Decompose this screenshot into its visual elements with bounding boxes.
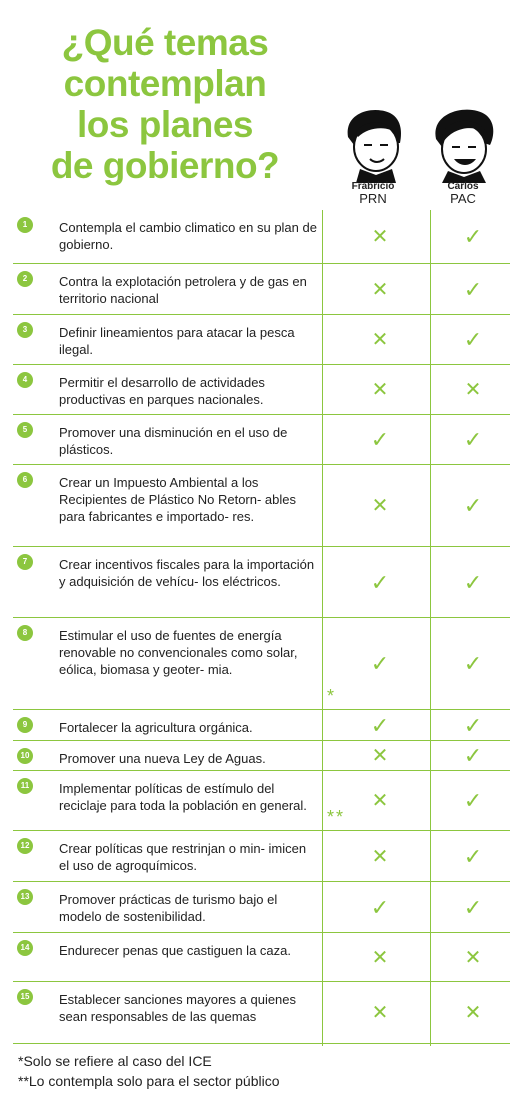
row-topic-text: Contempla el cambio climatico en su plan de gobierno. [59, 220, 317, 252]
check-icon: ✓ [463, 276, 483, 302]
row-topic-text: Contra la explotación petrolera y de gas en territorio nacional [59, 274, 307, 306]
check-icon: ✓ [463, 712, 483, 738]
cross-icon: ✕ [464, 379, 482, 401]
footnote-marker: ** [327, 807, 346, 827]
check-icon: ✓ [463, 427, 483, 452]
cross-icon: ✕ [371, 790, 389, 812]
table-row [13, 933, 510, 982]
row-number-badge: 11 [17, 778, 33, 794]
row-topic-text: Estimular el uso de fuentes de energía renovable no convencionales como solar, eólica, biomasa y geoter- mia. [59, 628, 298, 677]
check-icon: ✓ [463, 651, 483, 676]
row-number-badge: 1 [17, 217, 33, 233]
table-row [13, 264, 510, 315]
candidate-name: Carlos [447, 181, 479, 192]
check-icon: ✓ [463, 843, 483, 869]
row-topic-text: Promover una disminución en el uso de plásticos. [59, 425, 288, 457]
table-row [13, 882, 510, 933]
cross-icon: ✕ [371, 329, 389, 351]
cross-icon: ✕ [371, 1002, 389, 1024]
row-number-badge: 15 [17, 989, 33, 1005]
title-line: contemplan [63, 63, 267, 104]
cross-icon: ✕ [464, 1002, 482, 1024]
check-icon: ✓ [370, 894, 390, 920]
page-title [40, 22, 290, 186]
candidate-party: PRN [359, 191, 387, 206]
cross-icon: ✕ [371, 745, 389, 767]
footnote: **Lo contempla solo para el sector público [18, 1073, 280, 1089]
row-topic-text: Promover una nueva Ley de Aguas. [59, 751, 266, 766]
table-row [13, 365, 510, 415]
cross-icon: ✕ [371, 845, 389, 868]
cross-icon: ✕ [464, 946, 482, 969]
candidate-party: PAC [450, 191, 476, 206]
row-number-badge: 5 [17, 422, 33, 438]
row-topic-text: Implementar políticas de estímulo del reciclaje para toda la población en general. [59, 781, 307, 813]
row-topic-text: Establecer sanciones mayores a quienes sean responsables de las quemas [59, 992, 297, 1024]
row-number-badge: 7 [17, 554, 33, 570]
title-line: los planes [77, 104, 253, 145]
check-icon: ✓ [463, 788, 483, 813]
cross-icon: ✕ [371, 495, 389, 517]
check-icon: ✓ [463, 894, 483, 920]
candidate-name: Frabricio [351, 181, 395, 192]
table-row [13, 465, 510, 547]
row-topic-text: Promover prácticas de turismo bajo el modelo de sostenibilidad. [59, 892, 278, 924]
check-icon: ✓ [463, 569, 483, 595]
check-icon: ✓ [463, 327, 483, 352]
check-icon: ✓ [370, 712, 390, 738]
row-topic-text: Fortalecer la agricultura orgánica. [59, 720, 253, 735]
table-row [13, 618, 510, 710]
check-icon: ✓ [370, 569, 390, 595]
cross-icon: ✕ [371, 379, 389, 401]
candidate-portrait-icon [420, 103, 506, 183]
row-number-badge: 10 [17, 748, 33, 764]
row-number-badge: 8 [17, 625, 33, 641]
row-number-badge: 14 [17, 940, 33, 956]
table-row [13, 210, 510, 264]
table-row [13, 315, 510, 365]
row-number-badge: 2 [17, 271, 33, 287]
row-topic-text: Crear incentivos fiscales para la importación y adquisición de vehícu- los eléctricos. [59, 557, 315, 589]
table-row [13, 982, 510, 1044]
row-topic-text: Crear políticas que restrinjan o min- imicen el uso de agroquímicos. [59, 841, 307, 873]
check-icon: ✓ [370, 427, 390, 452]
row-number-badge: 3 [17, 322, 33, 338]
row-topic-text: Endurecer penas que castiguen la caza. [59, 943, 291, 958]
candidate-prn [330, 103, 416, 213]
table-row [13, 710, 510, 741]
comparison-table [13, 210, 510, 1044]
title-line: de gobierno? [50, 145, 280, 186]
footnote-marker: * [327, 686, 337, 706]
table-row [13, 415, 510, 465]
row-number-badge: 12 [17, 838, 33, 854]
cross-icon: ✕ [371, 278, 389, 301]
row-topic-text: Definir lineamientos para atacar la pesca ilegal. [59, 325, 295, 357]
row-number-badge: 4 [17, 372, 33, 388]
check-icon: ✓ [463, 493, 483, 518]
table-row [13, 771, 510, 831]
candidate-portrait-icon [330, 103, 416, 183]
cross-icon: ✕ [371, 946, 389, 969]
cross-icon: ✕ [371, 226, 389, 248]
row-number-badge: 9 [17, 717, 33, 733]
footnote: *Solo se refiere al caso del ICE [18, 1053, 212, 1069]
check-icon: ✓ [463, 224, 483, 249]
candidate-pac [420, 103, 506, 213]
table-row [13, 741, 510, 771]
row-topic-text: Permitir el desarrollo de actividades productivas en parques nacionales. [59, 375, 265, 407]
row-topic-text: Crear un Impuesto Ambiental a los Recipientes de Plástico No Retorn- ables para fabricantes e importado- res. [59, 475, 297, 524]
row-number-badge: 13 [17, 889, 33, 905]
table-row [13, 831, 510, 882]
title-line: ¿Qué temas [61, 22, 269, 63]
check-icon: ✓ [463, 743, 483, 768]
row-number-badge: 6 [17, 472, 33, 488]
table-row [13, 547, 510, 618]
check-icon: ✓ [370, 651, 390, 676]
